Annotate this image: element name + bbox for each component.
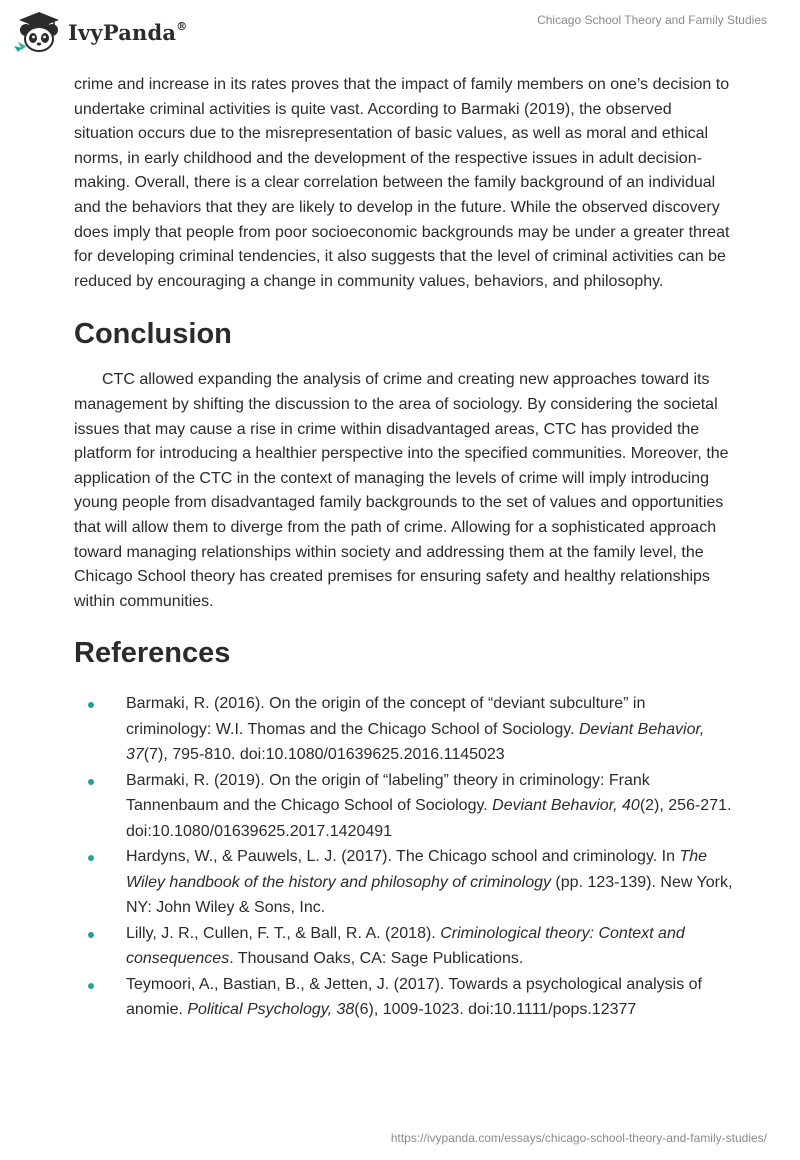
bullet-icon — [88, 702, 94, 708]
reference-item: Barmaki, R. (2016). On the origin of the concept of “deviant subculture” in criminology: W.I. Thomas and the Chicago School of Sociology. Deviant Behavior, 37(7), 795-810. doi:10.1080/01639625.2016.1145023 — [74, 691, 734, 768]
footer-url-link[interactable]: https://ivypanda.com/essays/chicago-school-theory-and-family-studies/ — [390, 1131, 767, 1145]
reference-item: Lilly, J. R., Cullen, F. T., & Ball, R. A. (2018). Criminological theory: Context and consequences. Thousand Oaks, CA: Sage Publications. — [74, 921, 734, 972]
essay-content — [74, 73, 734, 1023]
intro-paragraph: crime and increase in its rates proves that the impact of family members on one’s decision to undertake criminal activities is quite vast. According to Barmaki (2019), the observed situation occurs due to the misrepresentation of basic values, as well as moral and ethical norms, in early childhood and the development of the respective issues in adult decision-making. Overall, there is a clear correlation between the family background of an individual and the behaviors that they are likely to develop in the future. While the observed discovery does imply that people from poor socioeconomic backgrounds may be under a greater threat for developing criminal tendencies, it also suggests that the level of criminal activities can be reduced by encouraging a change in community values, behaviors, and philosophy. — [74, 76, 730, 290]
references-heading: References — [74, 637, 231, 670]
ivypanda-logo[interactable] — [14, 10, 187, 54]
conclusion-paragraph: CTC allowed expanding the analysis of crime and creating new approaches toward its management by shifting the discussion to the area of sociology. By considering the societal issues that may cause a rise in crime within disadvantaged areas, CTC has provided the platform for introducing a healthier perspective into the specified communities. Moreover, the application of the CTC in the context of managing the levels of crime will imply introducing young people from disadvantaged family backgrounds to the set of values and opportunities that will allow them to diverge from the path of crime. Allowing for a sophisticated approach toward managing relationships within society and addressing them at the family level, the Chicago School theory has created premises for ensuring safety and healthy relationships within communities. — [74, 371, 729, 610]
conclusion-heading: Conclusion — [74, 318, 232, 351]
bullet-icon — [88, 983, 94, 989]
bullet-icon — [88, 779, 94, 785]
reference-item: Barmaki, R. (2019). On the origin of “labeling” theory in criminology: Frank Tannenbaum and the Chicago School of Sociology. Deviant Behavior, 40(2), 256-271. doi:10.1080/01639625.2017.1420491 — [74, 768, 734, 845]
bullet-icon — [88, 932, 94, 938]
bullet-icon — [88, 855, 94, 861]
page-header — [0, 0, 800, 70]
brand-name: IvyPanda® — [68, 19, 188, 45]
reference-item: Teymoori, A., Bastian, B., & Jetten, J. (2017). Towards a psychological analysis of anomie. Political Psychology, 38(6), 1009-1023. doi:10.1111/pops.12377 — [74, 972, 734, 1023]
reference-item: Hardyns, W., & Pauwels, L. J. (2017). The Chicago school and criminology. In The Wiley handbook of the history and philosophy of criminology (pp. 123-139). New York, NY: John Wiley & Sons, Inc. — [74, 844, 734, 921]
running-title: Chicago School Theory and Family Studies — [537, 13, 767, 27]
references-list — [74, 691, 734, 1023]
panda-graduate-icon — [14, 10, 64, 54]
